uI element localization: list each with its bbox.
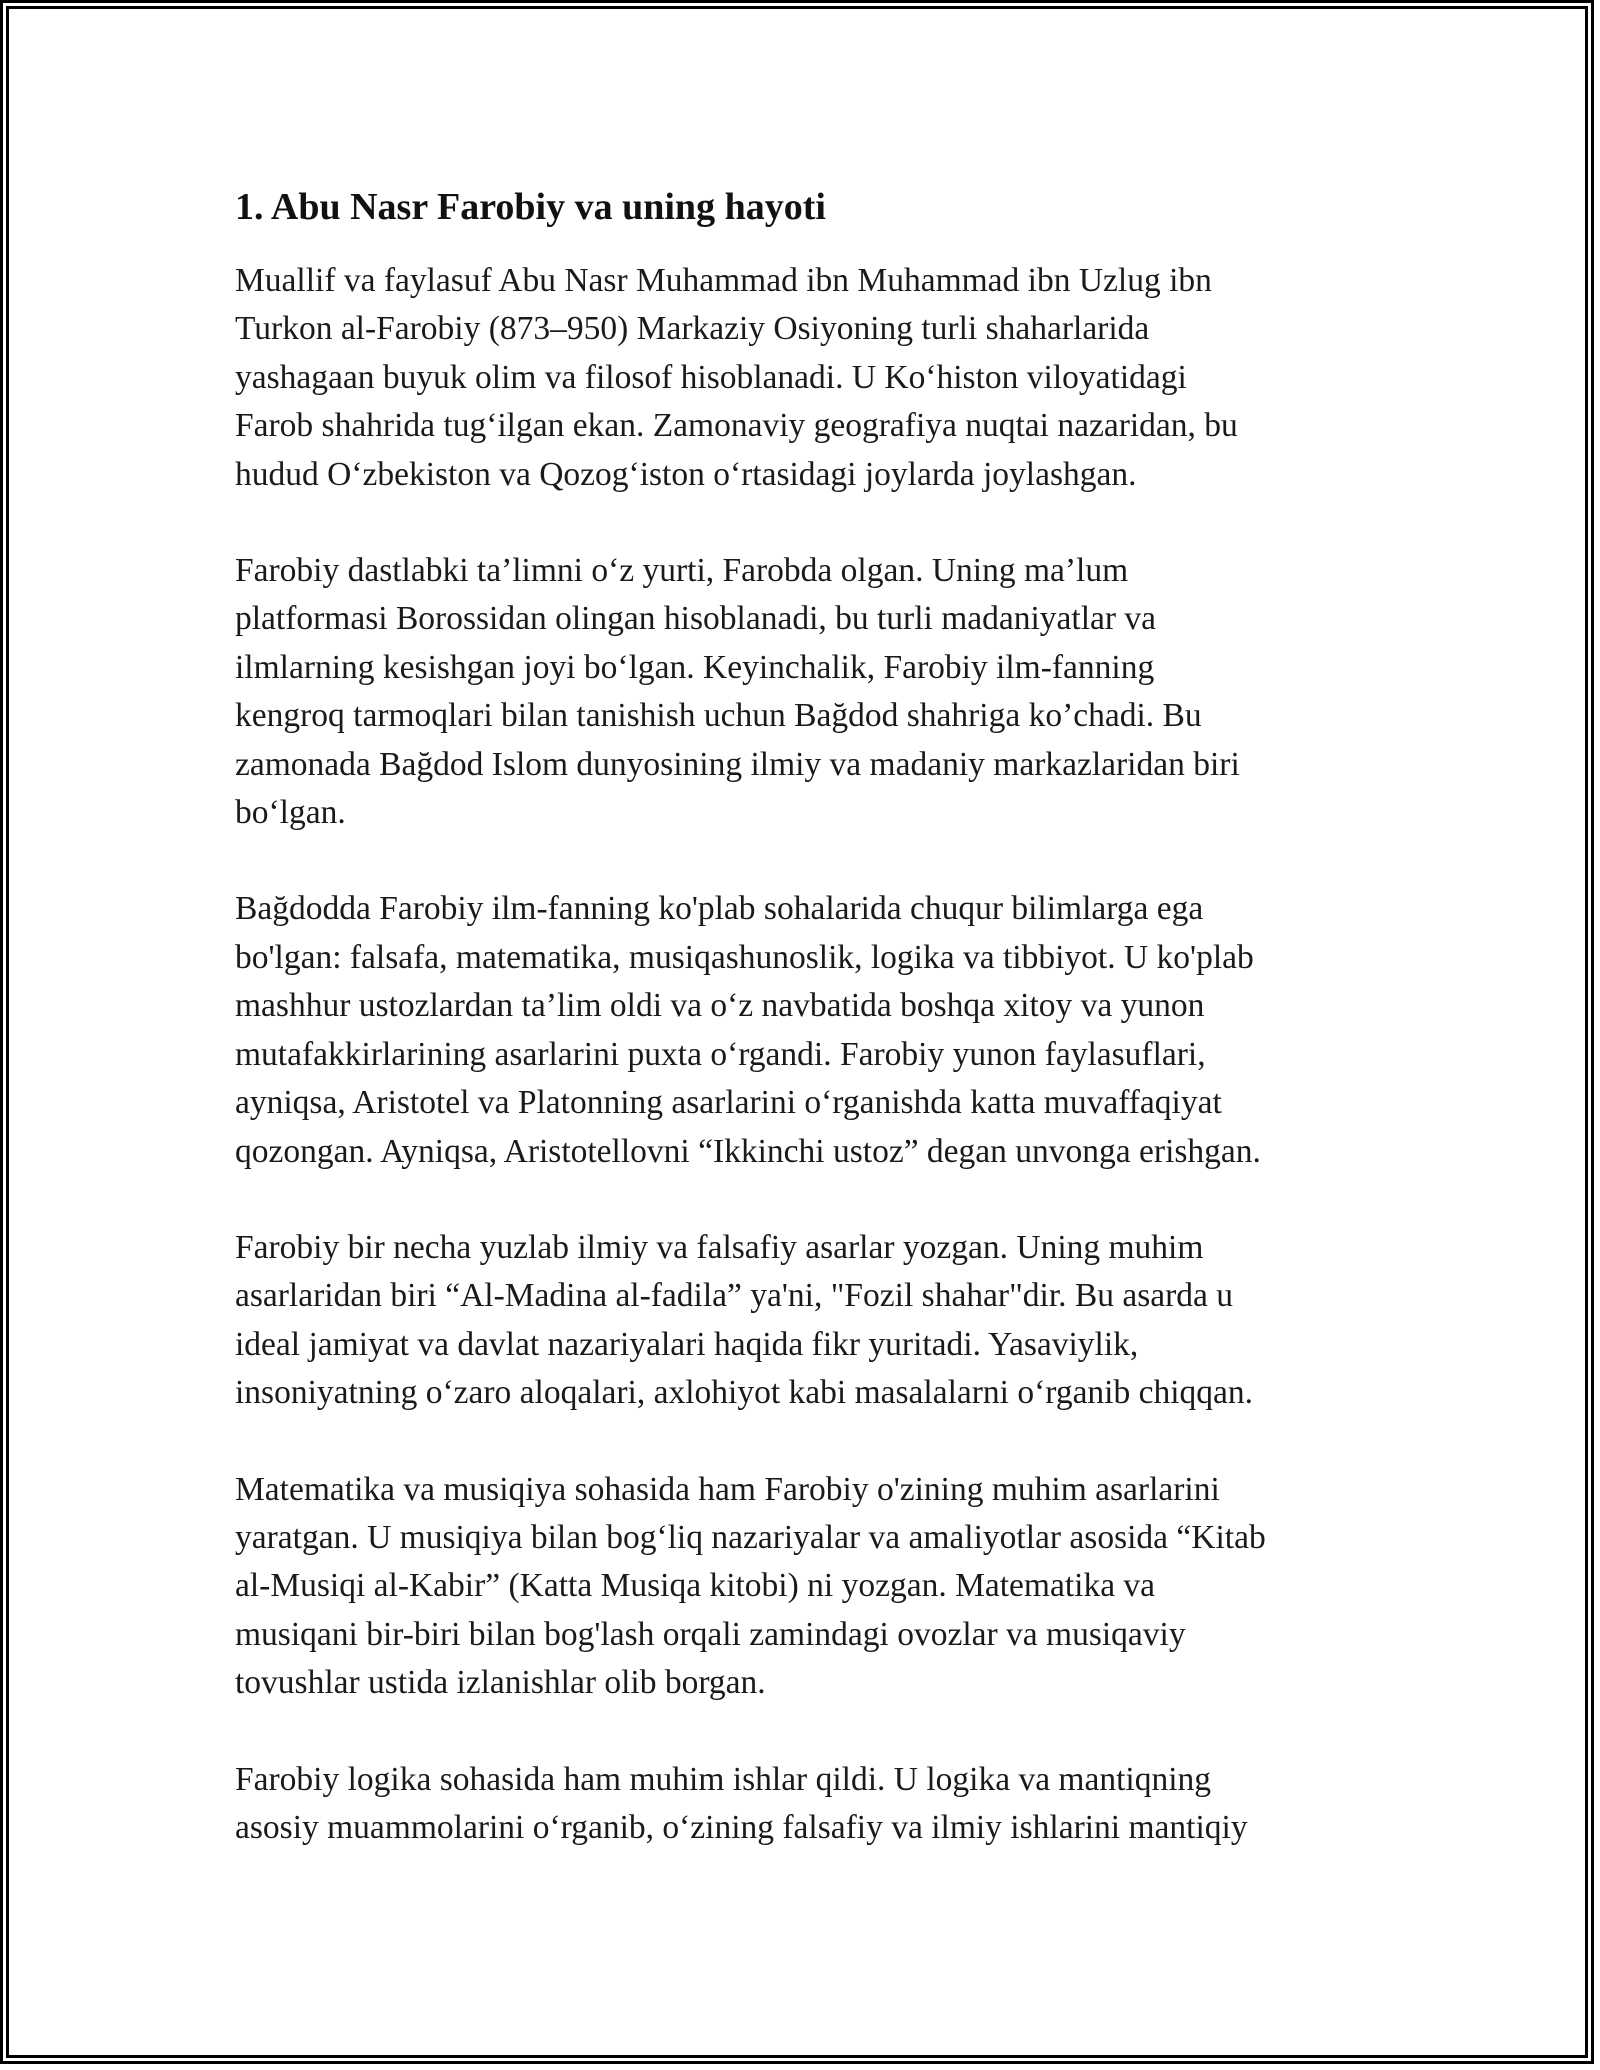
paragraph-line: mutafakkirlarining asarlarini puxta o‘rgandi. Farobiy yunon faylasuflari, — [235, 1035, 1206, 1073]
paragraph-1 — [235, 257, 1375, 499]
paragraph-line: tovushlar ustida izlanishlar olib borgan. — [235, 1664, 766, 1702]
paragraph-5 — [235, 1466, 1375, 1708]
paragraph-line: asarlaridan biri “Al-Madina al-fadila” ya'ni, "Fozil shahar"dir. Bu asarda u — [235, 1277, 1234, 1315]
paragraph-line: ideal jamiyat va davlat nazariyalari haqida fikr yuritadi. Yasaviylik, — [235, 1325, 1139, 1363]
paragraph-line: yashagaan buyuk olim va filosof hisoblanadi. U Ko‘histon viloyatidagi — [235, 358, 1187, 396]
paragraph-line: Muallif va faylasuf Abu Nasr Muhammad ibn Muhammad ibn Uzlug ibn — [235, 262, 1212, 299]
paragraph-4 — [235, 1224, 1375, 1418]
paragraph-line: yaratgan. U musiqiya bilan bog‘liq nazariyalar va amaliyotlar asosida “Kitab — [235, 1518, 1266, 1556]
paragraph-line: Farobiy logika sohasida ham muhim ishlar qildi. U logika va mantiqning — [235, 1760, 1212, 1798]
paragraph-line: hudud O‘zbekiston va Qozog‘iston o‘rtasidagi joylarda joylashgan. — [235, 455, 1137, 493]
paragraph-line: al-Musiqi al-Kabir” (Katta Musiqa kitobi) ni yozgan. Matematika va — [235, 1567, 1156, 1605]
document-body — [235, 183, 1375, 1900]
paragraph-line: kengroq tarmoqlari bilan tanishish uchun Bağdod shahriga ko’chadi. Bu — [235, 697, 1202, 735]
paragraph-line: Turkon al-Farobiy (873–950) Markaziy Osiyoning turli shaharlarida — [235, 310, 1150, 348]
paragraph-6 — [235, 1756, 1375, 1853]
paragraph-line: insoniyatning o‘zaro aloqalari, axlohiyot kabi masalalarni o‘rganib chiqqan. — [235, 1374, 1254, 1412]
paragraph-line: musiqani bir-biri bilan bog'lash orqali zamindagi ovozlar va musiqaviy — [235, 1615, 1186, 1653]
paragraph-line: asosiy muammolarini o‘rganib, o‘zining falsafiy va ilmiy ishlarini mantiqiy — [235, 1808, 1248, 1846]
paragraph-line: ayniqsa, Aristotel va Platonning asarlarini o‘rganishda katta muvaffaqiyat — [235, 1084, 1222, 1122]
paragraph-line: Farobiy bir necha yuzlab ilmiy va falsafiy asarlar yozgan. Uning muhim — [235, 1228, 1204, 1266]
paragraph-line: Matematika va musiqiya sohasida ham Farobiy o'zining muhim asarlarini — [235, 1470, 1220, 1508]
section-heading: 1. Abu Nasr Farobiy va uning hayoti — [235, 186, 826, 228]
paragraph-line: Farob shahrida tug‘ilgan ekan. Zamonaviy geografiya nuqtai nazaridan, bu — [235, 407, 1238, 445]
paragraph-2 — [235, 547, 1375, 837]
paragraph-line: platformasi Borossidan olingan hisoblanadi, bu turli madaniyatlar va — [235, 600, 1157, 638]
paragraph-3 — [235, 885, 1375, 1175]
paragraph-line: ilmlarning kesishgan joyi bo‘lgan. Keyinchalik, Farobiy ilm-fanning — [235, 648, 1155, 686]
paragraph-line: bo‘lgan. — [235, 794, 346, 832]
paragraph-line: zamonada Bağdod Islom dunyosining ilmiy va madaniy markazlaridan biri — [235, 745, 1240, 783]
paragraph-line: Bağdodda Farobiy ilm-fanning ko'plab sohalarida chuqur bilimlarga ega — [235, 890, 1204, 928]
paragraph-line: Farobiy dastlabki ta’limni o‘z yurti, Farobda olgan. Uning ma’lum — [235, 552, 1129, 590]
paragraph-line: bo'lgan: falsafa, matematika, musiqashunoslik, logika va tibbiyot. U ko'plab — [235, 938, 1254, 976]
paragraph-line: mashhur ustozlardan ta’lim oldi va o‘z navbatida boshqa xitoy va yunon — [235, 987, 1205, 1025]
paragraph-line: qozongan. Ayniqsa, Aristotellovni “Ikkinchi ustoz” degan unvonga erishgan. — [235, 1132, 1261, 1170]
